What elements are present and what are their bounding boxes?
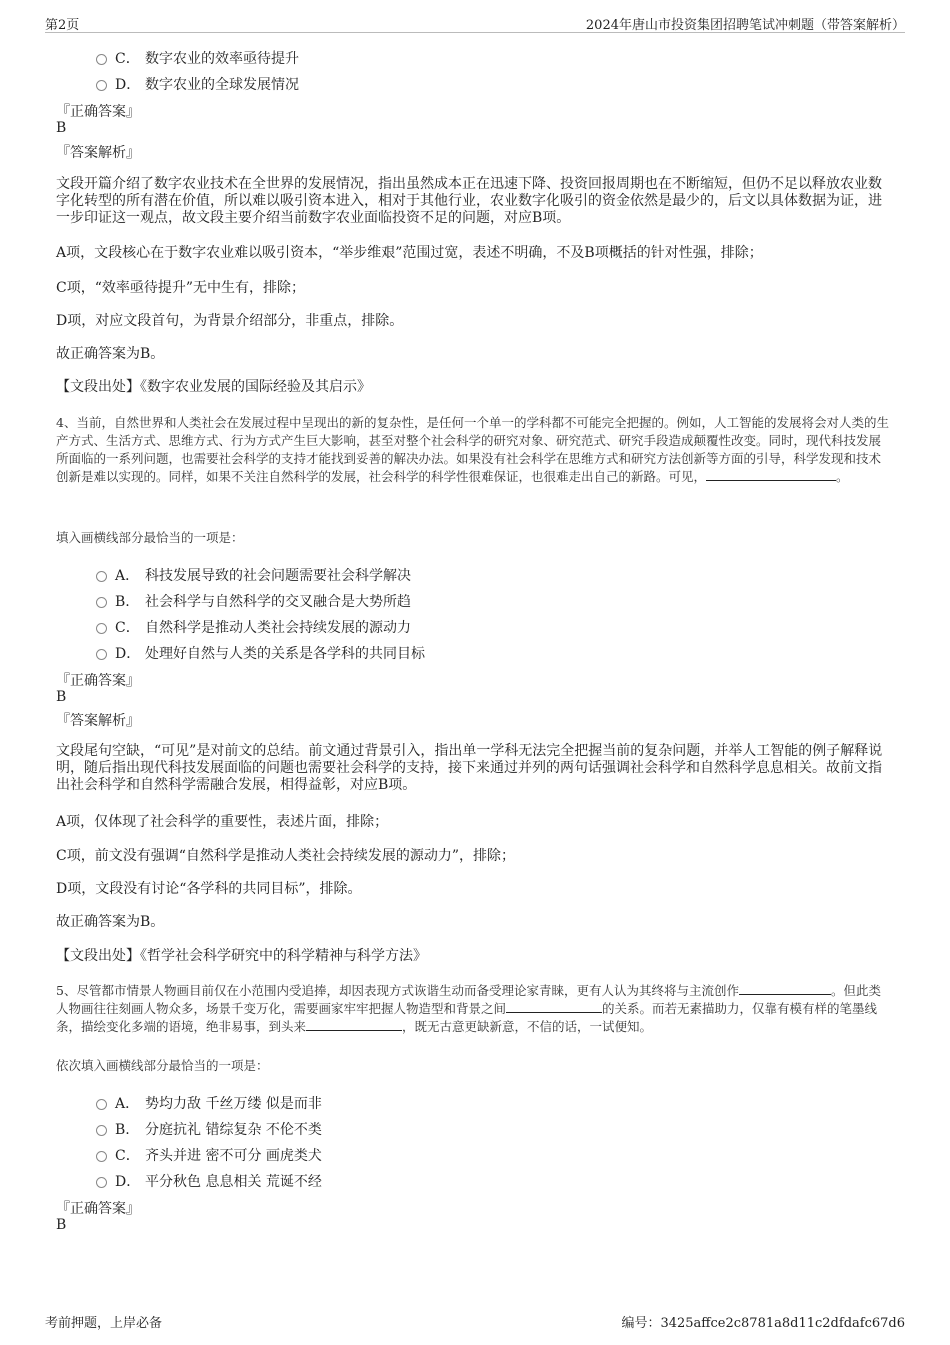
radio-icon[interactable] — [96, 1125, 107, 1136]
q4-source: 【文段出处】《哲学社会科学研究中的科学精神与科学方法》 — [56, 948, 427, 964]
q3-analysis: 文段开篇介绍了数字农业技术在全世界的发展情况，指出虽然成本正在迅速下降、投资回报周期也在不断缩短，但仍不足以释放农业数字化转型的所有潜在价值，所以难以吸引资本进入，相对于其他行业，农业数字化吸引的资金依然是最少的，后文以具体数据为证，进一步印证这一观点，故文段主要介绍当前数字农业面临投资不足的问题，对应B项。 — [56, 176, 882, 226]
q3-option-c-explain: C项，“效率亟待提升”无中生有，排除； — [56, 280, 306, 296]
q4-option-a-explain: A项，仅体现了社会科学的重要性，表述片面，排除； — [56, 814, 389, 830]
q3-option-d[interactable]: D． 数字农业的全球发展情况 — [96, 74, 299, 94]
q3-answer-label: 『正确答案』 — [56, 104, 140, 120]
q4-analysis: 文段尾句空缺，“可见”是对前文的总结。前文通过背景引入，指出单一学科无法完全把握当前的复杂问题，并举人工智能的例子解释说明，随后指出现代科技发展面临的问题也需要社会科学的支持，接下来通过并列的两句话强调社会科学和自然科学息息相关。故前文指出社会科学和自然科学需融合发展，相得益彰，对应B项。 — [56, 743, 883, 793]
radio-icon[interactable] — [96, 597, 107, 608]
q5-answer: B — [56, 1217, 67, 1233]
q4-option-c[interactable]: C． 自然科学是推动人类社会持续发展的源动力 — [96, 617, 411, 637]
page-number: 第2页 — [45, 18, 80, 33]
radio-icon[interactable] — [96, 1177, 107, 1188]
q5-option-a[interactable]: A． 势均力敌 千丝万缕 似是而非 — [96, 1093, 322, 1113]
q4-option-d-explain: D项，文段没有讨论“各学科的共同目标”，排除。 — [56, 881, 362, 897]
fill-blank — [739, 982, 831, 995]
q5-prompt: 依次填入画横线部分最恰当的一项是： — [56, 1058, 269, 1073]
radio-icon[interactable] — [96, 1099, 107, 1110]
q5-answer-label: 『正确答案』 — [56, 1201, 140, 1217]
q5-option-c[interactable]: C． 齐头并进 密不可分 画虎类犬 — [96, 1145, 322, 1165]
q5-option-d[interactable]: D． 平分秋色 息息相关 荒诞不经 — [96, 1171, 322, 1191]
q4-option-a[interactable]: A． 科技发展导致的社会问题需要社会科学解决 — [96, 565, 411, 585]
q4-option-d[interactable]: D． 处理好自然与人类的关系是各学科的共同目标 — [96, 643, 425, 663]
q4-answer-label: 『正确答案』 — [56, 673, 140, 689]
q4-stem: 4、当前，自然世界和人类社会在发展过程中呈现出的新的复杂性，是任何一个单一的学科都不可能完全把握的。例如，人工智能的发展将会对人类的生产方式、生活方式、思维方式、行为方式产生巨大影响，甚至对整个社会科学的研究对象、研究范式、研究手段造成颠覆性改变。同时，现代科技发展所面临的一系列问题，也需要社会科学的支持才能找到妥善的解决办法。如果没有社会科学在思维方式和研究方法创新等方面的引导，科学发现和技术创新是难以实现的。同样，如果不关注自然科学的发展，社会科学的科学性很难保证，也很难走出自己的新路。可见， 。 — [56, 415, 889, 484]
q4-prompt: 填入画横线部分最恰当的一项是： — [56, 530, 244, 545]
q3-option-c[interactable]: C． 数字农业的效率亟待提升 — [96, 48, 299, 68]
fill-blank — [506, 1000, 602, 1013]
q3-answer: B — [56, 120, 67, 136]
radio-icon[interactable] — [96, 54, 107, 65]
q3-analysis-label: 『答案解析』 — [56, 145, 140, 161]
radio-icon[interactable] — [96, 649, 107, 660]
page-header — [45, 14, 905, 33]
footer-slogan: 考前押题，上岸必备 — [45, 1316, 163, 1331]
q3-option-d-explain: D项，对应文段首句，为背景介绍部分，非重点，排除。 — [56, 313, 404, 329]
document-id: 编号：3425affce2c8781a8d11c2dfdafc67d6 — [621, 1316, 905, 1331]
radio-icon[interactable] — [96, 80, 107, 91]
q4-option-c-explain: C项，前文没有强调“自然科学是推动人类社会持续发展的源动力”，排除； — [56, 848, 516, 864]
q4-answer: B — [56, 689, 67, 705]
radio-icon[interactable] — [96, 1151, 107, 1162]
q4-analysis-label: 『答案解析』 — [56, 713, 140, 729]
q3-source: 【文段出处】《数字农业发展的国际经验及其启示》 — [56, 379, 371, 395]
q3-conclusion: 故正确答案为B。 — [56, 346, 165, 362]
fill-blank — [306, 1018, 402, 1031]
fill-blank — [706, 468, 836, 481]
q4-conclusion: 故正确答案为B。 — [56, 914, 165, 930]
q3-option-a-explain: A项，文段核心在于数字农业难以吸引资本，“举步维艰”范围过宽，表述不明确，不及B项概括的针对性强，排除； — [56, 245, 763, 261]
radio-icon[interactable] — [96, 571, 107, 582]
q4-option-b[interactable]: B. 社会科学与自然科学的交叉融合是大势所趋 — [96, 591, 411, 611]
q5-stem: 5、尽管都市情景人物画目前仅在小范围内受追捧，却因表现方式诙谐生动而备受理论家青睐，更有人认为其终将与主流创作 。但此类人物画往往刻画人物众多，场景千变万化，需要画家牢牢把握人物造型和背景之间 的关系。而若无素描助力，仅靠有模有样的笔墨线条，描绘变化多端的语境，绝非易事，到头来 ，既无古意更缺新意，不信的话，一试便知。 — [56, 983, 881, 1034]
radio-icon[interactable] — [96, 623, 107, 634]
q5-option-b[interactable]: B. 分庭抗礼 错综复杂 不伦不类 — [96, 1119, 322, 1139]
document-title: 2024年唐山市投资集团招聘笔试冲刺题（带答案解析） — [585, 18, 905, 33]
